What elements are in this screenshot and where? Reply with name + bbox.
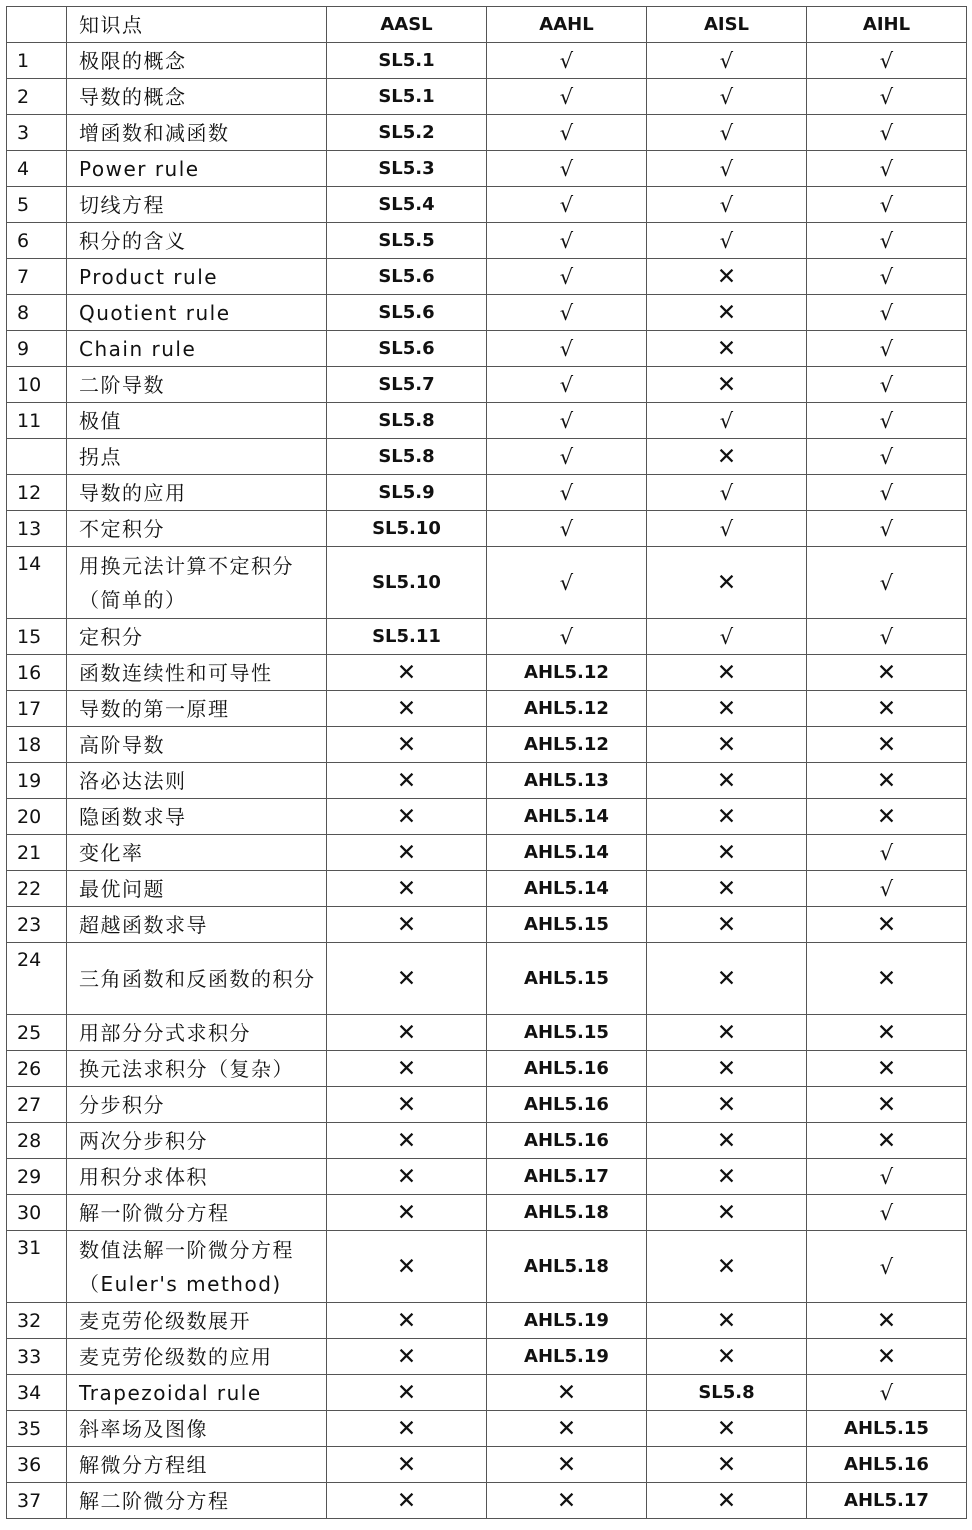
aasl-cell: ✕	[327, 1411, 487, 1447]
table-row	[7, 115, 967, 151]
aisl-cell: ✕	[647, 1195, 807, 1231]
topic-cell: 用积分求体积	[67, 1159, 327, 1195]
row-number: 1	[7, 43, 67, 79]
table-row	[7, 799, 967, 835]
aisl-cell: √	[647, 43, 807, 79]
topic-cell: 变化率	[67, 835, 327, 871]
aihl-cell: √	[807, 511, 967, 547]
aasl-cell: ✕	[327, 1339, 487, 1375]
aihl-cell: ✕	[807, 1339, 967, 1375]
row-number: 12	[7, 475, 67, 511]
aahl-cell: √	[487, 511, 647, 547]
aisl-cell: ✕	[647, 835, 807, 871]
aisl-cell: ✕	[647, 331, 807, 367]
aihl-cell: ✕	[807, 1303, 967, 1339]
aihl-cell: ✕	[807, 691, 967, 727]
table-row	[7, 1123, 967, 1159]
aasl-cell: ✕	[327, 871, 487, 907]
aisl-cell: ✕	[647, 1231, 807, 1303]
aihl-cell: √	[807, 1231, 967, 1303]
aihl-cell: √	[807, 1195, 967, 1231]
aasl-cell: ✕	[327, 655, 487, 691]
topic-cell: 函数连续性和可导性	[67, 655, 327, 691]
aisl-cell: √	[647, 187, 807, 223]
table-row	[7, 691, 967, 727]
table-row	[7, 1303, 967, 1339]
aahl-cell: AHL5.16	[487, 1087, 647, 1123]
topic-cell: 极限的概念	[67, 43, 327, 79]
aihl-cell: ✕	[807, 1051, 967, 1087]
table-row	[7, 1051, 967, 1087]
table-row	[7, 871, 967, 907]
aahl-cell: √	[487, 79, 647, 115]
row-number: 5	[7, 187, 67, 223]
table-row	[7, 1375, 967, 1411]
aasl-cell: SL5.6	[327, 331, 487, 367]
topic-cell: 分步积分	[67, 1087, 327, 1123]
aahl-cell: √	[487, 43, 647, 79]
aihl-cell: ✕	[807, 655, 967, 691]
aasl-cell: SL5.7	[327, 367, 487, 403]
row-number: 7	[7, 259, 67, 295]
aisl-cell: √	[647, 79, 807, 115]
aisl-cell: ✕	[647, 943, 807, 1015]
aihl-cell: √	[807, 871, 967, 907]
header-aihl: AIHL	[807, 7, 967, 43]
aasl-cell: ✕	[327, 907, 487, 943]
aasl-cell: SL5.4	[327, 187, 487, 223]
aasl-cell: SL5.9	[327, 475, 487, 511]
aahl-cell: √	[487, 475, 647, 511]
aihl-cell: AHL5.16	[807, 1447, 967, 1483]
aasl-cell: ✕	[327, 691, 487, 727]
aasl-cell: SL5.6	[327, 259, 487, 295]
table-row	[7, 547, 967, 619]
row-number	[7, 439, 67, 475]
aisl-cell: √	[647, 619, 807, 655]
aisl-cell: ✕	[647, 295, 807, 331]
aasl-cell: SL5.1	[327, 79, 487, 115]
table-row	[7, 907, 967, 943]
table-row	[7, 403, 967, 439]
aihl-cell: √	[807, 43, 967, 79]
topic-cell: 最优问题	[67, 871, 327, 907]
aihl-cell: √	[807, 259, 967, 295]
topic-cell: 用换元法计算不定积分（简单的）	[67, 547, 327, 619]
table-row	[7, 1195, 967, 1231]
row-number: 29	[7, 1159, 67, 1195]
row-number: 21	[7, 835, 67, 871]
table-row	[7, 43, 967, 79]
table-row	[7, 763, 967, 799]
table-row	[7, 1339, 967, 1375]
row-number: 9	[7, 331, 67, 367]
aisl-cell: ✕	[647, 691, 807, 727]
row-number: 17	[7, 691, 67, 727]
topic-cell: Trapezoidal rule	[67, 1375, 327, 1411]
aasl-cell: ✕	[327, 1015, 487, 1051]
topic-cell: 导数的应用	[67, 475, 327, 511]
aihl-cell: √	[807, 835, 967, 871]
aisl-cell: ✕	[647, 1123, 807, 1159]
topic-cell: 解一阶微分方程	[67, 1195, 327, 1231]
aahl-cell: √	[487, 331, 647, 367]
aahl-cell: √	[487, 547, 647, 619]
aasl-cell: SL5.1	[327, 43, 487, 79]
aahl-cell: ✕	[487, 1483, 647, 1519]
aasl-cell: ✕	[327, 1087, 487, 1123]
header-topic: 知识点	[67, 7, 327, 43]
aihl-cell: √	[807, 187, 967, 223]
aasl-cell: SL5.11	[327, 619, 487, 655]
table-row	[7, 619, 967, 655]
aisl-cell: ✕	[647, 799, 807, 835]
aasl-cell: ✕	[327, 1303, 487, 1339]
table-row	[7, 835, 967, 871]
aisl-cell: ✕	[647, 1159, 807, 1195]
header-aasl: AASL	[327, 7, 487, 43]
aasl-cell: SL5.2	[327, 115, 487, 151]
aahl-cell: AHL5.14	[487, 799, 647, 835]
aisl-cell: √	[647, 403, 807, 439]
aasl-cell: ✕	[327, 1375, 487, 1411]
row-number: 15	[7, 619, 67, 655]
header-aisl: AISL	[647, 7, 807, 43]
aahl-cell: AHL5.12	[487, 727, 647, 763]
table-row	[7, 259, 967, 295]
aisl-cell: ✕	[647, 1087, 807, 1123]
aasl-cell: SL5.5	[327, 223, 487, 259]
aisl-cell: ✕	[647, 763, 807, 799]
aasl-cell: SL5.8	[327, 403, 487, 439]
table-body	[7, 7, 967, 1519]
aahl-cell: AHL5.19	[487, 1303, 647, 1339]
aahl-cell: √	[487, 223, 647, 259]
topic-cell: Quotient rule	[67, 295, 327, 331]
topic-cell: 麦克劳伦级数展开	[67, 1303, 327, 1339]
table-row	[7, 79, 967, 115]
aisl-cell: ✕	[647, 1447, 807, 1483]
row-number: 36	[7, 1447, 67, 1483]
topic-cell: 二阶导数	[67, 367, 327, 403]
aahl-cell: AHL5.12	[487, 691, 647, 727]
table-row	[7, 727, 967, 763]
aahl-cell: ✕	[487, 1447, 647, 1483]
aahl-cell: ✕	[487, 1375, 647, 1411]
aahl-cell: √	[487, 619, 647, 655]
aahl-cell: AHL5.19	[487, 1339, 647, 1375]
topic-cell: 导数的概念	[67, 79, 327, 115]
aisl-cell: ✕	[647, 655, 807, 691]
topic-cell: Product rule	[67, 259, 327, 295]
aisl-cell: ✕	[647, 1303, 807, 1339]
topic-cell: 切线方程	[67, 187, 327, 223]
aihl-cell: ✕	[807, 943, 967, 1015]
row-number: 11	[7, 403, 67, 439]
table-row	[7, 187, 967, 223]
aihl-cell: √	[807, 331, 967, 367]
aihl-cell: √	[807, 223, 967, 259]
aasl-cell: ✕	[327, 1447, 487, 1483]
aahl-cell: √	[487, 187, 647, 223]
row-number: 19	[7, 763, 67, 799]
aasl-cell: ✕	[327, 1159, 487, 1195]
aisl-cell: ✕	[647, 547, 807, 619]
aasl-cell: SL5.6	[327, 295, 487, 331]
header-row	[7, 7, 967, 43]
table-row	[7, 1447, 967, 1483]
table-row	[7, 1483, 967, 1519]
aasl-cell: ✕	[327, 1231, 487, 1303]
row-number: 35	[7, 1411, 67, 1447]
row-number: 16	[7, 655, 67, 691]
aihl-cell: ✕	[807, 1015, 967, 1051]
aihl-cell: √	[807, 439, 967, 475]
aahl-cell: AHL5.18	[487, 1231, 647, 1303]
topic-cell: 解二阶微分方程	[67, 1483, 327, 1519]
aihl-cell: ✕	[807, 727, 967, 763]
aisl-cell: ✕	[647, 367, 807, 403]
aihl-cell: √	[807, 475, 967, 511]
topic-cell: 用部分分式求积分	[67, 1015, 327, 1051]
row-number: 10	[7, 367, 67, 403]
row-number: 6	[7, 223, 67, 259]
topic-cell: 麦克劳伦级数的应用	[67, 1339, 327, 1375]
aisl-cell: ✕	[647, 1051, 807, 1087]
topic-cell: 三角函数和反函数的积分	[67, 943, 327, 1015]
aihl-cell: AHL5.15	[807, 1411, 967, 1447]
aisl-cell: ✕	[647, 1483, 807, 1519]
aasl-cell: ✕	[327, 1483, 487, 1519]
aasl-cell: ✕	[327, 1123, 487, 1159]
syllabus-table	[6, 6, 967, 1519]
aahl-cell: AHL5.14	[487, 835, 647, 871]
table-row	[7, 439, 967, 475]
topic-cell: 不定积分	[67, 511, 327, 547]
topic-cell: 洛必达法则	[67, 763, 327, 799]
topic-cell: 换元法求积分（复杂）	[67, 1051, 327, 1087]
aasl-cell: ✕	[327, 763, 487, 799]
aihl-cell: ✕	[807, 907, 967, 943]
aasl-cell: ✕	[327, 1195, 487, 1231]
aahl-cell: AHL5.13	[487, 763, 647, 799]
aahl-cell: AHL5.18	[487, 1195, 647, 1231]
aasl-cell: ✕	[327, 1051, 487, 1087]
row-number: 32	[7, 1303, 67, 1339]
table-row	[7, 367, 967, 403]
aihl-cell: √	[807, 619, 967, 655]
aahl-cell: √	[487, 295, 647, 331]
row-number: 34	[7, 1375, 67, 1411]
topic-cell: 超越函数求导	[67, 907, 327, 943]
row-number: 27	[7, 1087, 67, 1123]
table-row	[7, 1159, 967, 1195]
table-row	[7, 331, 967, 367]
aasl-cell: SL5.8	[327, 439, 487, 475]
aahl-cell: AHL5.14	[487, 871, 647, 907]
table-row	[7, 1087, 967, 1123]
topic-cell: Chain rule	[67, 331, 327, 367]
table-row	[7, 1231, 967, 1303]
aahl-cell: √	[487, 259, 647, 295]
aahl-cell: AHL5.16	[487, 1123, 647, 1159]
topic-cell: 增函数和减函数	[67, 115, 327, 151]
aihl-cell: ✕	[807, 1123, 967, 1159]
aihl-cell: √	[807, 1375, 967, 1411]
topic-cell: 隐函数求导	[67, 799, 327, 835]
aasl-cell: ✕	[327, 727, 487, 763]
aisl-cell: ✕	[647, 727, 807, 763]
row-number: 37	[7, 1483, 67, 1519]
topic-cell: 两次分步积分	[67, 1123, 327, 1159]
row-number: 33	[7, 1339, 67, 1375]
aisl-cell: √	[647, 475, 807, 511]
header-aahl: AAHL	[487, 7, 647, 43]
table-row	[7, 223, 967, 259]
aasl-cell: SL5.10	[327, 547, 487, 619]
row-number: 23	[7, 907, 67, 943]
table-row	[7, 655, 967, 691]
row-number: 8	[7, 295, 67, 331]
row-number: 14	[7, 547, 67, 619]
table-row	[7, 475, 967, 511]
aihl-cell: ✕	[807, 799, 967, 835]
topic-cell: 斜率场及图像	[67, 1411, 327, 1447]
row-number: 18	[7, 727, 67, 763]
aihl-cell: √	[807, 403, 967, 439]
aasl-cell: ✕	[327, 799, 487, 835]
header-num	[7, 7, 67, 43]
row-number: 4	[7, 151, 67, 187]
aihl-cell: AHL5.17	[807, 1483, 967, 1519]
topic-cell: 高阶导数	[67, 727, 327, 763]
aahl-cell: √	[487, 151, 647, 187]
table-row	[7, 1015, 967, 1051]
row-number: 25	[7, 1015, 67, 1051]
aasl-cell: ✕	[327, 943, 487, 1015]
topic-cell: Power rule	[67, 151, 327, 187]
aahl-cell: √	[487, 403, 647, 439]
aahl-cell: AHL5.15	[487, 907, 647, 943]
aihl-cell: ✕	[807, 1087, 967, 1123]
aihl-cell: √	[807, 367, 967, 403]
aihl-cell: ✕	[807, 763, 967, 799]
aahl-cell: AHL5.15	[487, 943, 647, 1015]
topic-cell: 解微分方程组	[67, 1447, 327, 1483]
aisl-cell: √	[647, 115, 807, 151]
topic-cell: 拐点	[67, 439, 327, 475]
topic-cell: 积分的含义	[67, 223, 327, 259]
aihl-cell: √	[807, 1159, 967, 1195]
aihl-cell: √	[807, 151, 967, 187]
row-number: 3	[7, 115, 67, 151]
row-number: 22	[7, 871, 67, 907]
row-number: 13	[7, 511, 67, 547]
aisl-cell: ✕	[647, 1015, 807, 1051]
topic-cell: 导数的第一原理	[67, 691, 327, 727]
aahl-cell: √	[487, 367, 647, 403]
aihl-cell: √	[807, 79, 967, 115]
aasl-cell: ✕	[327, 835, 487, 871]
aisl-cell: ✕	[647, 1411, 807, 1447]
aisl-cell: √	[647, 223, 807, 259]
aahl-cell: AHL5.17	[487, 1159, 647, 1195]
aahl-cell: AHL5.15	[487, 1015, 647, 1051]
table-row	[7, 511, 967, 547]
topic-cell: 数值法解一阶微分方程（Euler's method)	[67, 1231, 327, 1303]
row-number: 28	[7, 1123, 67, 1159]
aisl-cell: ✕	[647, 259, 807, 295]
row-number: 24	[7, 943, 67, 1015]
table-row	[7, 1411, 967, 1447]
table-row	[7, 151, 967, 187]
aihl-cell: √	[807, 295, 967, 331]
aahl-cell: √	[487, 115, 647, 151]
row-number: 26	[7, 1051, 67, 1087]
topic-cell: 定积分	[67, 619, 327, 655]
aisl-cell: ✕	[647, 871, 807, 907]
aahl-cell: √	[487, 439, 647, 475]
aisl-cell: ✕	[647, 1339, 807, 1375]
aahl-cell: AHL5.16	[487, 1051, 647, 1087]
row-number: 31	[7, 1231, 67, 1303]
aasl-cell: SL5.10	[327, 511, 487, 547]
row-number: 20	[7, 799, 67, 835]
topic-cell: 极值	[67, 403, 327, 439]
aahl-cell: ✕	[487, 1411, 647, 1447]
aihl-cell: √	[807, 547, 967, 619]
aasl-cell: SL5.3	[327, 151, 487, 187]
aahl-cell: AHL5.12	[487, 655, 647, 691]
row-number: 30	[7, 1195, 67, 1231]
aisl-cell: SL5.8	[647, 1375, 807, 1411]
aisl-cell: √	[647, 511, 807, 547]
aisl-cell: ✕	[647, 439, 807, 475]
table-row	[7, 295, 967, 331]
table-row	[7, 943, 967, 1015]
aihl-cell: √	[807, 115, 967, 151]
row-number: 2	[7, 79, 67, 115]
aisl-cell: ✕	[647, 907, 807, 943]
aisl-cell: √	[647, 151, 807, 187]
